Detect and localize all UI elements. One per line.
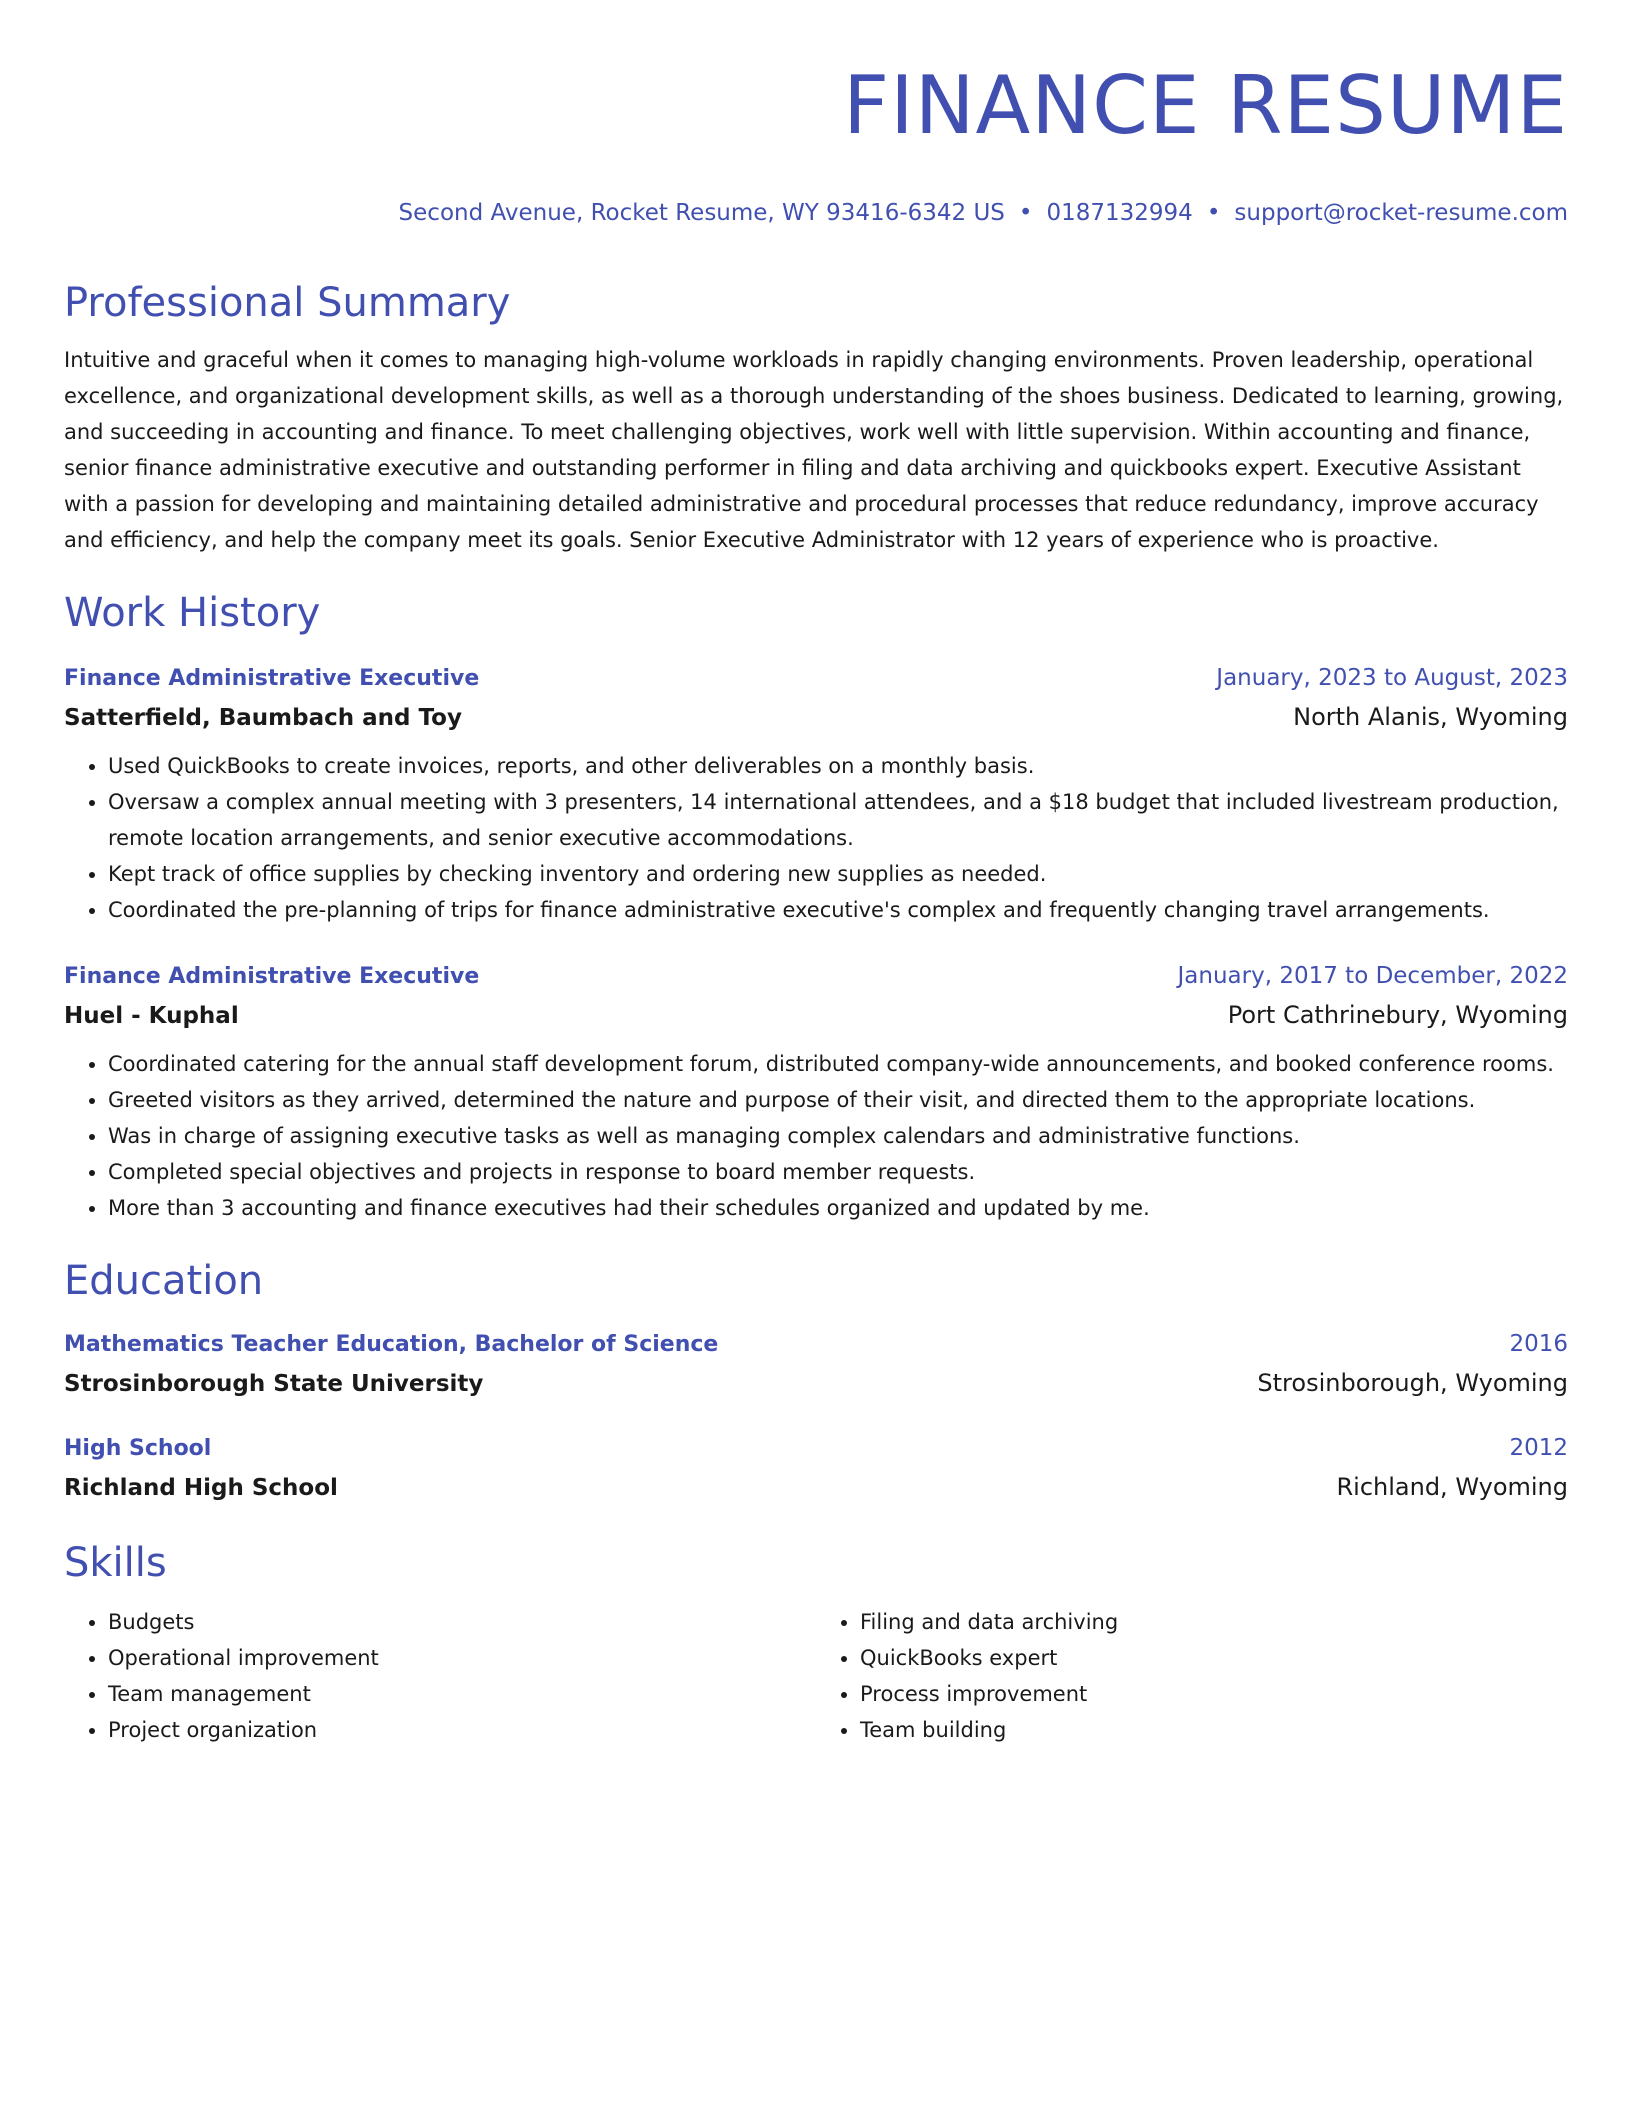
- education-entry: [64, 1430, 1568, 1508]
- job-bullet: • Completed special objectives and projects in response to board member requests.: [108, 1154, 1568, 1190]
- education-school: Strosinborough State University: [64, 1371, 484, 1397]
- job-entry: [64, 660, 1568, 928]
- contact-address: Second Avenue, Rocket Resume, WY 93416-6342 US: [398, 200, 1005, 226]
- job-bullet: • More than 3 accounting and finance executives had their schedules organized and updated by me.: [108, 1190, 1568, 1226]
- job-bullets: [64, 1046, 1568, 1226]
- skill-item: • QuickBooks expert: [860, 1640, 1568, 1676]
- job-bullet: • Coordinated the pre-planning of trips for finance administrative executive's complex and frequently changing travel arrangements.: [108, 892, 1568, 928]
- education-location: Richland, Wyoming: [1336, 1473, 1568, 1501]
- education-location: Strosinborough, Wyoming: [1257, 1369, 1568, 1397]
- skill-item: • Budgets: [108, 1604, 816, 1640]
- job-bullet: • Kept track of office supplies by checking inventory and ordering new supplies as needed.: [108, 856, 1568, 892]
- section-title-work-history: Work History: [64, 590, 321, 636]
- education-degree: High School: [64, 1436, 212, 1461]
- contact-phone: 0187132994: [1046, 200, 1193, 226]
- skills-column-left: [64, 1604, 816, 1748]
- job-bullet: • Was in charge of assigning executive tasks as well as managing complex calendars and administrative functions.: [108, 1118, 1568, 1154]
- job-dates: January, 2023 to August, 2023: [1216, 665, 1568, 691]
- education-year: 2016: [1509, 1331, 1568, 1357]
- skill-item: • Team management: [108, 1676, 816, 1712]
- education-school: Richland High School: [64, 1475, 338, 1501]
- job-role: Finance Administrative Executive: [64, 964, 480, 989]
- section-title-summary: Professional Summary: [64, 280, 511, 326]
- skills-list: [64, 1594, 1568, 1748]
- job-company: Satterfield, Baumbach and Toy: [64, 705, 462, 731]
- contact-line: [64, 198, 1568, 228]
- skills-column-right: [816, 1604, 1568, 1748]
- skill-item: • Operational improvement: [108, 1640, 816, 1676]
- education-entry: [64, 1326, 1568, 1404]
- skill-item: • Project organization: [108, 1712, 816, 1748]
- job-company: Huel - Kuphal: [64, 1003, 239, 1029]
- job-bullet: • Greeted visitors as they arrived, determined the nature and purpose of their visit, and directed them to the appropriate locations.: [108, 1082, 1568, 1118]
- resume-name: FINANCE RESUME: [843, 59, 1568, 152]
- job-role: Finance Administrative Executive: [64, 666, 480, 691]
- job-bullet: • Oversaw a complex annual meeting with 3 presenters, 14 international attendees, and a $18 budget that included livestream production, remote location arrangements, and senior executive accommodations.: [108, 784, 1568, 856]
- job-dates: January, 2017 to December, 2022: [1177, 963, 1568, 989]
- summary-text: Intuitive and graceful when it comes to managing high-volume workloads in rapidly changing environments. Proven leadership, operational excellence, and organizational development skills, as well as a thorough understanding of the shoes business. Dedicated to learning, growing, and succeeding in accounting and finance. To meet challenging objectives, work well with little supervision. Within accounting and finance, senior finance administrative executive and outstanding performer in filing and data archiving and quickbooks expert. Executive Assistant with a passion for developing and maintaining detailed administrative and procedural processes that reduce redundancy, improve accuracy and efficiency, and help the company meet its goals. Senior Executive Administrator with 12 years of experience who is proactive.: [64, 348, 1564, 552]
- job-location: North Alanis, Wyoming: [1293, 703, 1568, 731]
- education-degree: Mathematics Teacher Education, Bachelor of Science: [64, 1332, 719, 1357]
- job-bullets: [64, 748, 1568, 928]
- job-location: Port Cathrinebury, Wyoming: [1227, 1001, 1568, 1029]
- job-bullet: • Used QuickBooks to create invoices, reports, and other deliverables on a monthly basis.: [108, 748, 1568, 784]
- contact-email: support@rocket-resume.com: [1234, 200, 1568, 226]
- skill-item: • Team building: [860, 1712, 1568, 1748]
- contact-separator: •: [1206, 200, 1221, 226]
- job-bullet: • Coordinated catering for the annual staff development forum, distributed company-wide announcements, and booked conference rooms.: [108, 1046, 1568, 1082]
- skill-item: • Filing and data archiving: [860, 1604, 1568, 1640]
- section-title-skills: Skills: [64, 1540, 167, 1586]
- skill-item: • Process improvement: [860, 1676, 1568, 1712]
- job-entry: [64, 958, 1568, 1226]
- education-year: 2012: [1509, 1435, 1568, 1461]
- section-title-education: Education: [64, 1258, 264, 1304]
- contact-separator: •: [1018, 200, 1033, 226]
